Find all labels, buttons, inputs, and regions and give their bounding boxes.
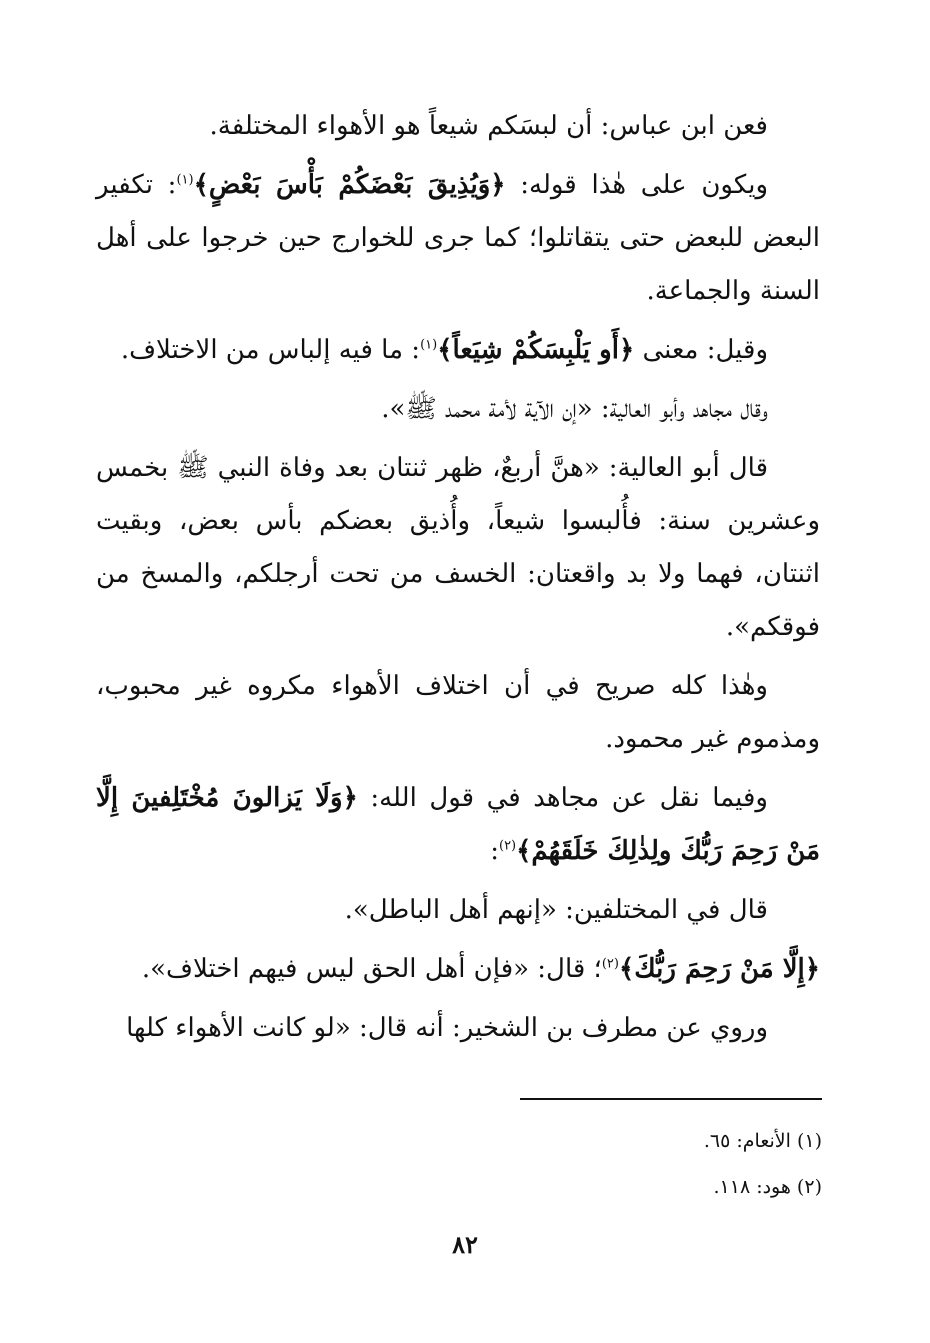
paragraph-10 xyxy=(96,1002,820,1055)
footnote-marker: (١) xyxy=(420,337,438,353)
paragraph-9 xyxy=(96,943,820,996)
paragraph-5 xyxy=(96,442,820,654)
footnote-marker: (٢) xyxy=(498,838,517,854)
text-segment: وروي عن مطرف بن الشخير: أنه قال: «لو كانت الأهواء كلها xyxy=(126,1013,768,1043)
footnotes xyxy=(520,1118,822,1210)
quran-verse: ﴿وَلَا يَزالونَ مُخْتَلِفينَ إِلَّا مَنْ رَحِمَ رَبُّكَ ولِذٰلِكَ خَلَقَهُمْ﴾ xyxy=(96,783,820,866)
text-segment: ويكون على هٰذا قوله: xyxy=(505,170,769,200)
footnote-2: (٢) هود: ١١٨. xyxy=(713,1176,822,1198)
paragraph-2 xyxy=(96,159,820,318)
paragraph-7 xyxy=(96,772,820,878)
text-segment: وهٰذا كله صريح في أن اختلاف الأهواء مكروه غير محبوب، ومذموم غير محمود. xyxy=(96,671,820,754)
text-segment: ؛ قال: «فإن أهل الحق ليس فيهم اختلاف». xyxy=(141,954,602,984)
footnote-separator xyxy=(520,1098,822,1100)
footnote-1: (١) الأنعام: ٦٥. xyxy=(703,1130,822,1152)
paragraph-1 xyxy=(96,100,820,153)
text-segment: : ما فيه إلباس من الاختلاف. xyxy=(120,335,421,365)
footnote-marker: (٢) xyxy=(601,956,619,972)
paragraph-4 xyxy=(96,383,820,436)
paragraph-8 xyxy=(96,884,820,937)
quran-verse: ﴿إِلَّا مَنْ رَحِمَ رَبُّكَ﴾ xyxy=(618,954,820,984)
text-segment: فعن ابن عباس: أن لبسَكم شيعاً هو الأهواء المختلفة. xyxy=(209,111,768,141)
footnote-marker: (١) xyxy=(176,172,194,188)
text-segment: قال أبو العالية: «هنَّ أربعٌ، ظهر ثنتان بعد وفاة النبي ﷺ بخمس وعشرين سنة: فأُلبسوا شيعاً، وأُذيق بعضكم بأس بعض، وبقيت اثنتان، فهما ولا بد واقعتان: الخسف من تحت أرجلكم، والمسخ من فوقكم». xyxy=(96,453,820,642)
paragraph-3 xyxy=(96,324,820,377)
text-segment: وفيما نقل عن مجاهد في قول الله: xyxy=(357,783,768,813)
page-number: ٨٢ xyxy=(452,1230,478,1259)
quran-verse: ﴿وَيُذِيقَ بَعْضَكُمْ بَأْسَ بَعْضٍ﴾ xyxy=(193,170,506,200)
text-segment: قال في المختلفين: «إنهم أهل الباطل». xyxy=(344,895,768,925)
text-segment: : xyxy=(490,836,499,866)
text-segment: : تكفير البعض للبعض حتى يتقاتلوا؛ كما جرى للخوارج حين خرجوا على أهل السنة والجماعة. xyxy=(96,170,820,306)
paragraph-6 xyxy=(96,660,820,766)
text-segment: وقيل: معنى xyxy=(634,335,768,365)
quran-verse: ﴿أَو يَلْبِسَكُمْ شِيَعاً﴾ xyxy=(437,335,635,365)
text-segment: وقال مجاهد وأبو العالية: «إن الآية لأمة محمد ﷺ». xyxy=(381,394,768,424)
main-text xyxy=(96,100,820,1061)
